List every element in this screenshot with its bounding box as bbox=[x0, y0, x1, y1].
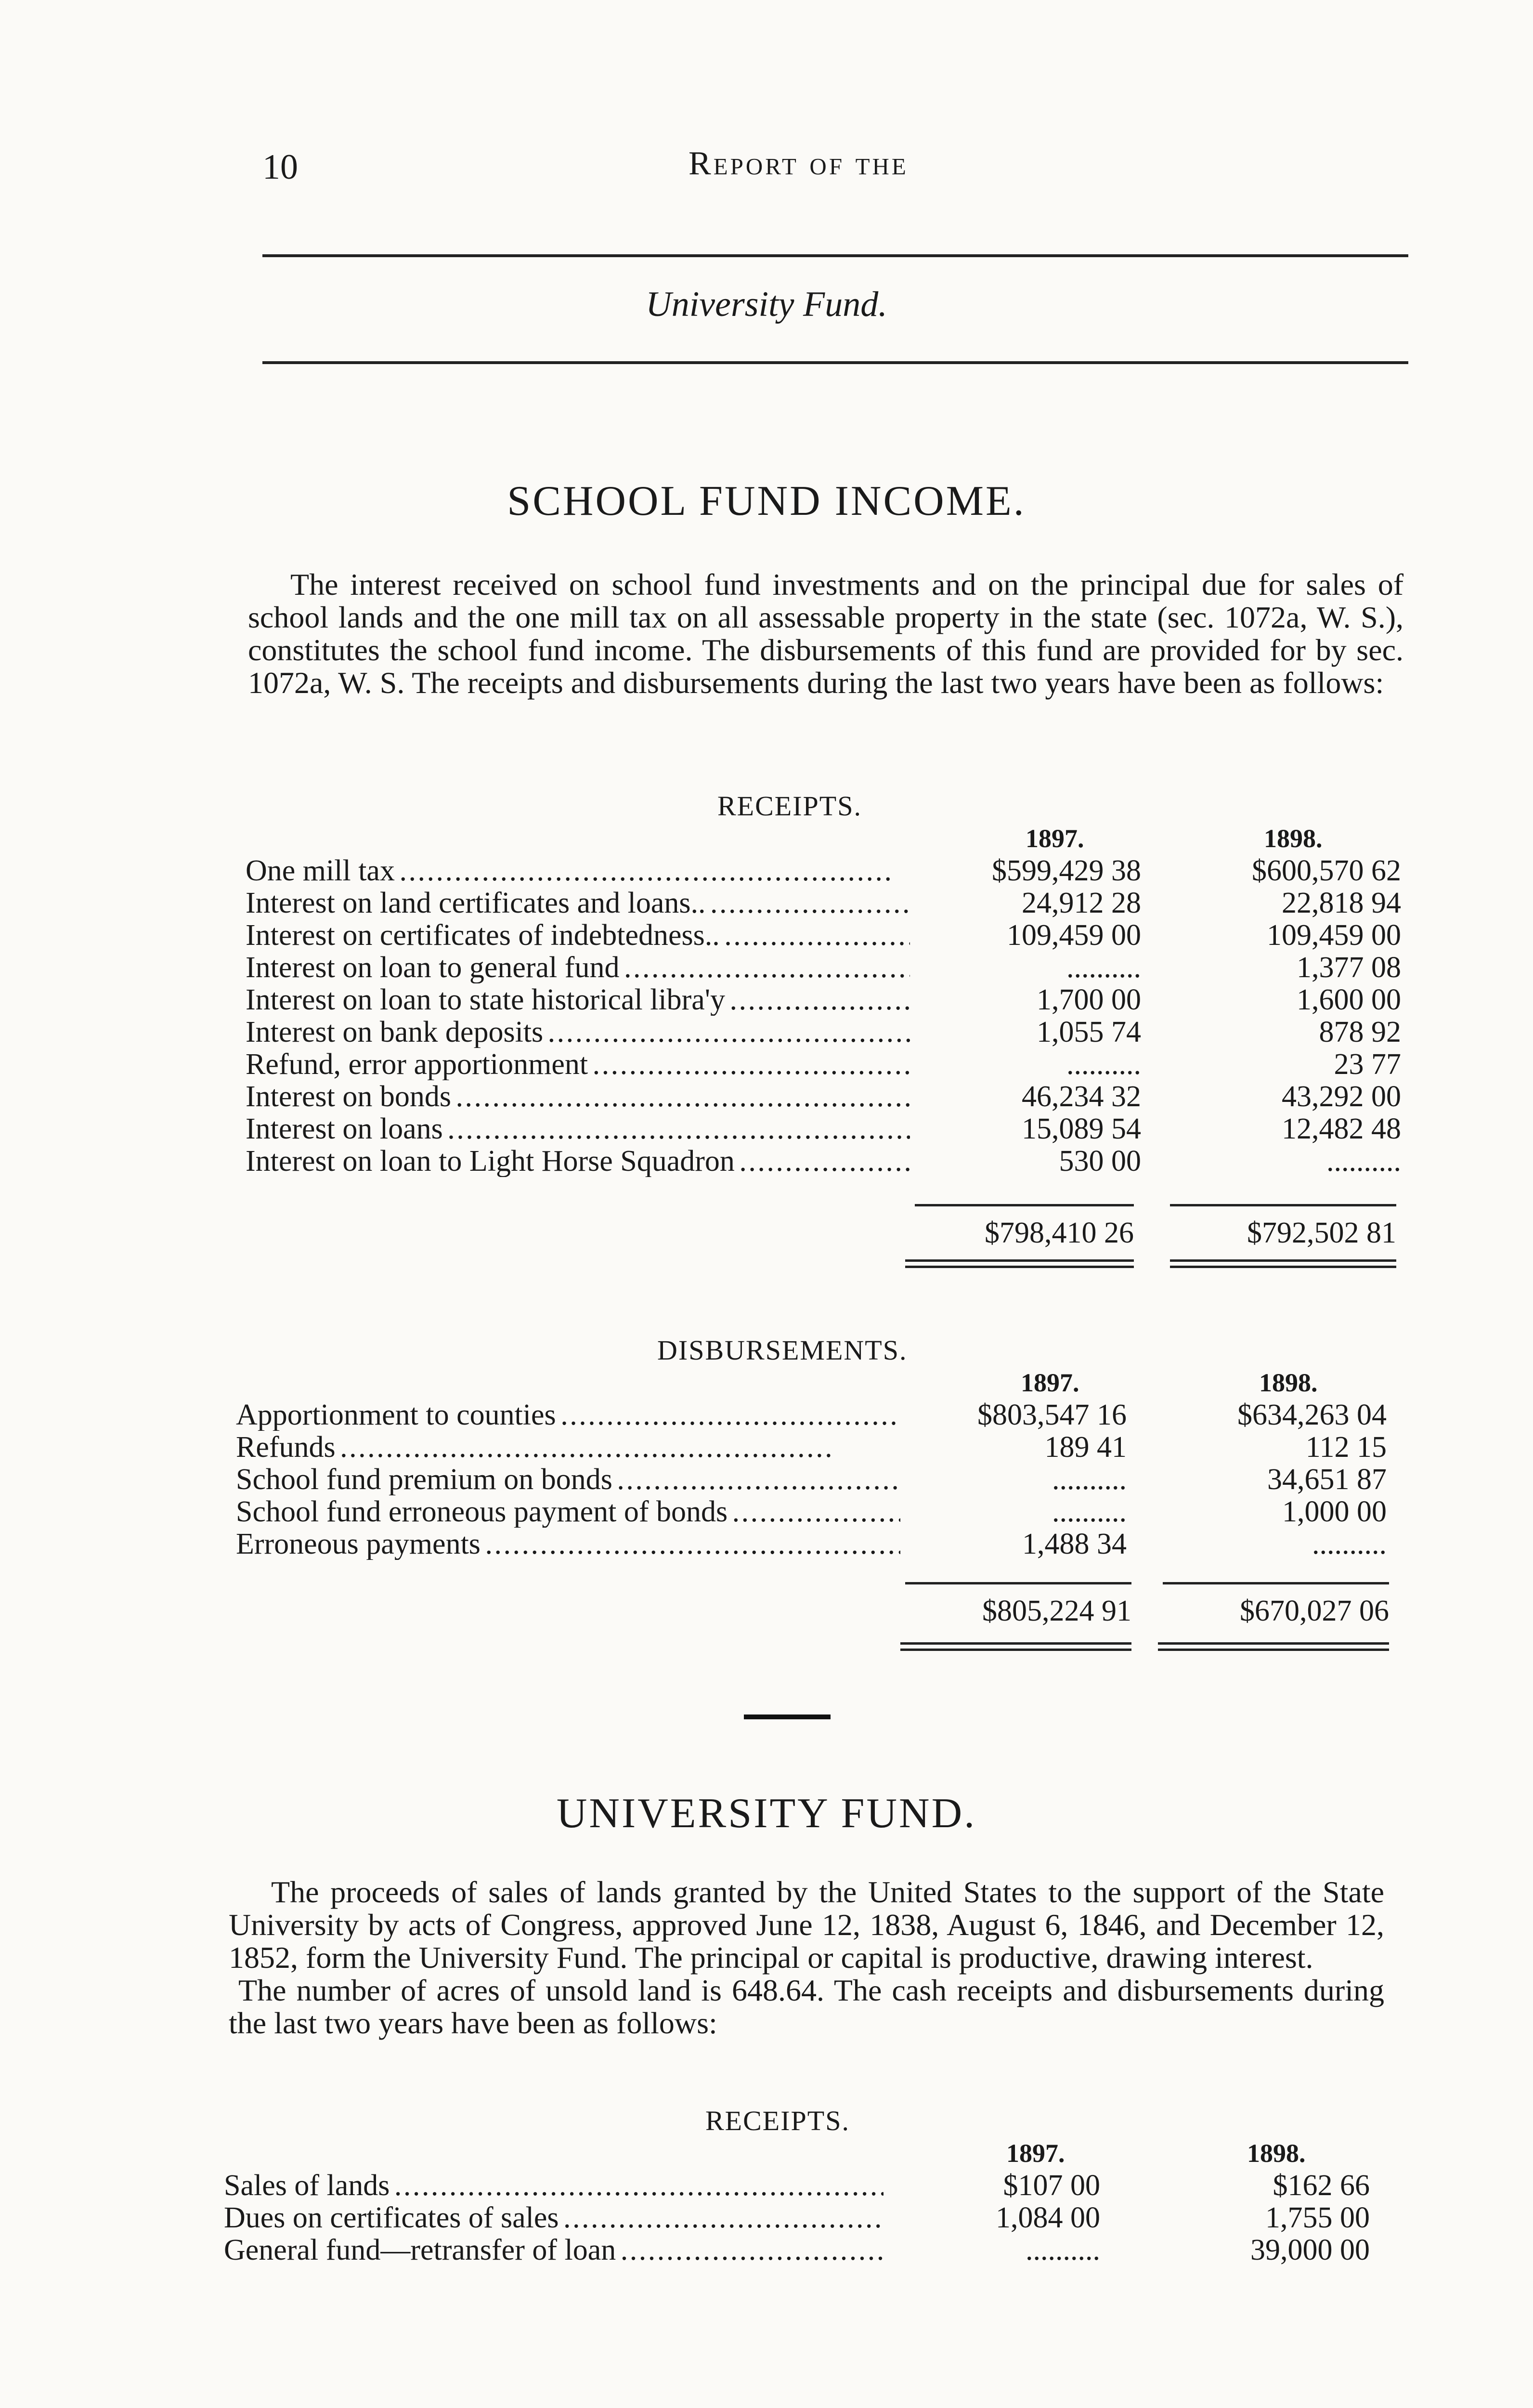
row-label: Interest on loan to general fund . . . bbox=[246, 952, 910, 983]
value-1898: 878 92 bbox=[1319, 1016, 1401, 1048]
year-1898: 1898. bbox=[1259, 1368, 1318, 1397]
double-rule bbox=[1158, 1642, 1389, 1651]
row-label: Refund, error apportionment . . . bbox=[246, 1048, 910, 1080]
receipts-heading: RECEIPTS. bbox=[705, 2105, 850, 2136]
value-1897: .......... bbox=[1066, 1048, 1141, 1081]
value-1897: 109,459 00 bbox=[1007, 919, 1141, 952]
year-1897: 1897. bbox=[1006, 2139, 1065, 2168]
table-row bbox=[246, 1048, 1401, 1080]
row-label: School fund erroneous payment of bonds . . . bbox=[236, 1496, 900, 1528]
table-row bbox=[224, 2170, 1379, 2201]
row-label: Interest on bank deposits . . . bbox=[246, 1016, 910, 1048]
table-row bbox=[236, 1399, 1391, 1431]
table-row bbox=[224, 2202, 1379, 2234]
school-fund-text: The interest received on school fund investments and on the principal due for sales of school lands and the one mill tax on all assessable property in the state (sec. 1072a, W. S.), constitutes the school fund income. The disbursements of this fund are provided for by sec. 1072a, W. S. The receipts and disbursements during the last two years have been as follows: bbox=[248, 567, 1403, 700]
table-row bbox=[246, 1113, 1401, 1145]
row-label: Erroneous payments . . . bbox=[236, 1528, 900, 1560]
value-1897: 1,084 00 bbox=[996, 2201, 1100, 2234]
value-1898: 12,482 48 bbox=[1282, 1112, 1401, 1145]
university-fund-text-2: The number of acres of unsold land is 648.64. The cash receipts and disbursements during the last two years have been as follows: bbox=[229, 1973, 1384, 2040]
value-1897: 24,912 28 bbox=[1022, 887, 1141, 919]
disbursements-total-1897: $805,224 91 bbox=[982, 1595, 1131, 1627]
receipts-total-1898: $792,502 81 bbox=[1247, 1217, 1396, 1249]
row-label: School fund premium on bonds . . . bbox=[236, 1464, 900, 1495]
table-row bbox=[236, 1528, 1391, 1560]
year-1897: 1897. bbox=[1021, 1368, 1079, 1397]
value-1898: 1,600 00 bbox=[1297, 983, 1401, 1016]
value-1897: 1,055 74 bbox=[1037, 1016, 1141, 1048]
value-1897: 15,089 54 bbox=[1022, 1112, 1141, 1145]
running-title: Report of the bbox=[689, 145, 909, 182]
row-label: Dues on certificates of sales . . . bbox=[224, 2202, 883, 2234]
total-rule bbox=[915, 1204, 1134, 1206]
value-1897: 1,488 34 bbox=[1022, 1528, 1127, 1560]
university-fund-paragraph bbox=[229, 1876, 1384, 2040]
row-label: Interest on land certificates and loans.. . . . bbox=[246, 887, 910, 919]
row-label: Refunds . . . bbox=[236, 1431, 900, 1463]
table-row bbox=[246, 855, 1401, 887]
page-subtitle: University Fund. bbox=[646, 285, 887, 324]
table-row bbox=[246, 952, 1401, 983]
table-row bbox=[236, 1464, 1391, 1495]
table-row bbox=[246, 1016, 1401, 1048]
subtitle-rule bbox=[262, 361, 1408, 364]
value-1897: 1,700 00 bbox=[1037, 983, 1141, 1016]
double-rule bbox=[1170, 1259, 1396, 1268]
value-1898: 112 15 bbox=[1305, 1431, 1387, 1464]
double-rule bbox=[905, 1259, 1134, 1268]
table-row bbox=[246, 984, 1401, 1016]
table-row bbox=[246, 887, 1401, 919]
school-fund-paragraph bbox=[248, 568, 1403, 699]
value-1897: 189 41 bbox=[1044, 1431, 1127, 1464]
row-label: Interest on bonds . . . bbox=[246, 1081, 910, 1112]
value-1898: 109,459 00 bbox=[1267, 919, 1401, 952]
receipts-heading: RECEIPTS. bbox=[717, 790, 862, 822]
school-fund-title: SCHOOL FUND INCOME. bbox=[507, 478, 1026, 524]
row-label: General fund—retransfer of loan . . . bbox=[224, 2234, 883, 2266]
value-1897: .......... bbox=[1052, 1495, 1127, 1528]
value-1897: 530 00 bbox=[1059, 1145, 1141, 1178]
value-1897: 46,234 32 bbox=[1022, 1080, 1141, 1113]
table-row bbox=[246, 919, 1401, 951]
total-rule bbox=[1170, 1204, 1396, 1206]
value-1898: 43,292 00 bbox=[1282, 1080, 1401, 1113]
year-1898: 1898. bbox=[1264, 824, 1323, 853]
value-1897: .......... bbox=[1066, 951, 1141, 984]
row-label: Sales of lands . . . bbox=[224, 2170, 883, 2201]
double-rule bbox=[900, 1642, 1131, 1651]
value-1898: 34,651 87 bbox=[1267, 1463, 1387, 1496]
value-1897: .......... bbox=[1026, 2234, 1100, 2266]
row-label: Interest on loan to state historical libra'y . . . bbox=[246, 984, 910, 1016]
value-1898: 1,000 00 bbox=[1282, 1495, 1387, 1528]
table-row bbox=[236, 1496, 1391, 1528]
header-rule bbox=[262, 254, 1408, 257]
row-label: One mill tax . . . bbox=[246, 855, 910, 887]
year-1897: 1897. bbox=[1026, 824, 1084, 853]
university-fund-text-1: The proceeds of sales of lands granted by the United States to the support of the State University by acts of Congress, approved June 12, 1838, August 6, 1846, and December 12, 1852, form the University Fund. The principal or capital is productive, drawing interest. bbox=[229, 1875, 1384, 1975]
value-1898: 22,818 94 bbox=[1282, 887, 1401, 919]
disbursements-total-1898: $670,027 06 bbox=[1240, 1595, 1389, 1627]
row-label: Interest on loans . . . bbox=[246, 1113, 910, 1145]
university-fund-title: UNIVERSITY FUND. bbox=[556, 1790, 977, 1837]
year-1898: 1898. bbox=[1247, 2139, 1306, 2168]
value-1898: $600,570 62 bbox=[1252, 854, 1401, 887]
total-rule bbox=[905, 1582, 1131, 1584]
value-1898: 1,755 00 bbox=[1265, 2201, 1370, 2234]
row-label: Interest on certificates of indebtedness.. . . . bbox=[246, 919, 910, 951]
table-row bbox=[224, 2234, 1379, 2266]
value-1898: .......... bbox=[1312, 1528, 1387, 1560]
value-1898: 1,377 08 bbox=[1297, 951, 1401, 984]
receipts-total-1897: $798,410 26 bbox=[985, 1217, 1134, 1249]
row-label: Apportionment to counties . . . bbox=[236, 1399, 900, 1431]
value-1898: 39,000 00 bbox=[1250, 2234, 1370, 2266]
table-row bbox=[236, 1431, 1391, 1463]
disbursements-heading: DISBURSEMENTS. bbox=[657, 1335, 908, 1366]
value-1898: .......... bbox=[1326, 1145, 1401, 1178]
table-row bbox=[246, 1145, 1401, 1177]
value-1898: $162 66 bbox=[1273, 2169, 1370, 2202]
value-1898: 23 77 bbox=[1334, 1048, 1401, 1081]
value-1897: .......... bbox=[1052, 1463, 1127, 1496]
table-row bbox=[246, 1081, 1401, 1112]
row-label: Interest on loan to Light Horse Squadron . . . bbox=[246, 1145, 910, 1177]
value-1897: $803,547 16 bbox=[977, 1399, 1127, 1431]
total-rule bbox=[1163, 1582, 1389, 1584]
value-1897: $599,429 38 bbox=[992, 854, 1141, 887]
value-1897: $107 00 bbox=[1003, 2169, 1100, 2202]
page-number: 10 bbox=[262, 147, 298, 187]
value-1898: $634,263 04 bbox=[1237, 1399, 1387, 1431]
section-separator bbox=[744, 1714, 831, 1719]
